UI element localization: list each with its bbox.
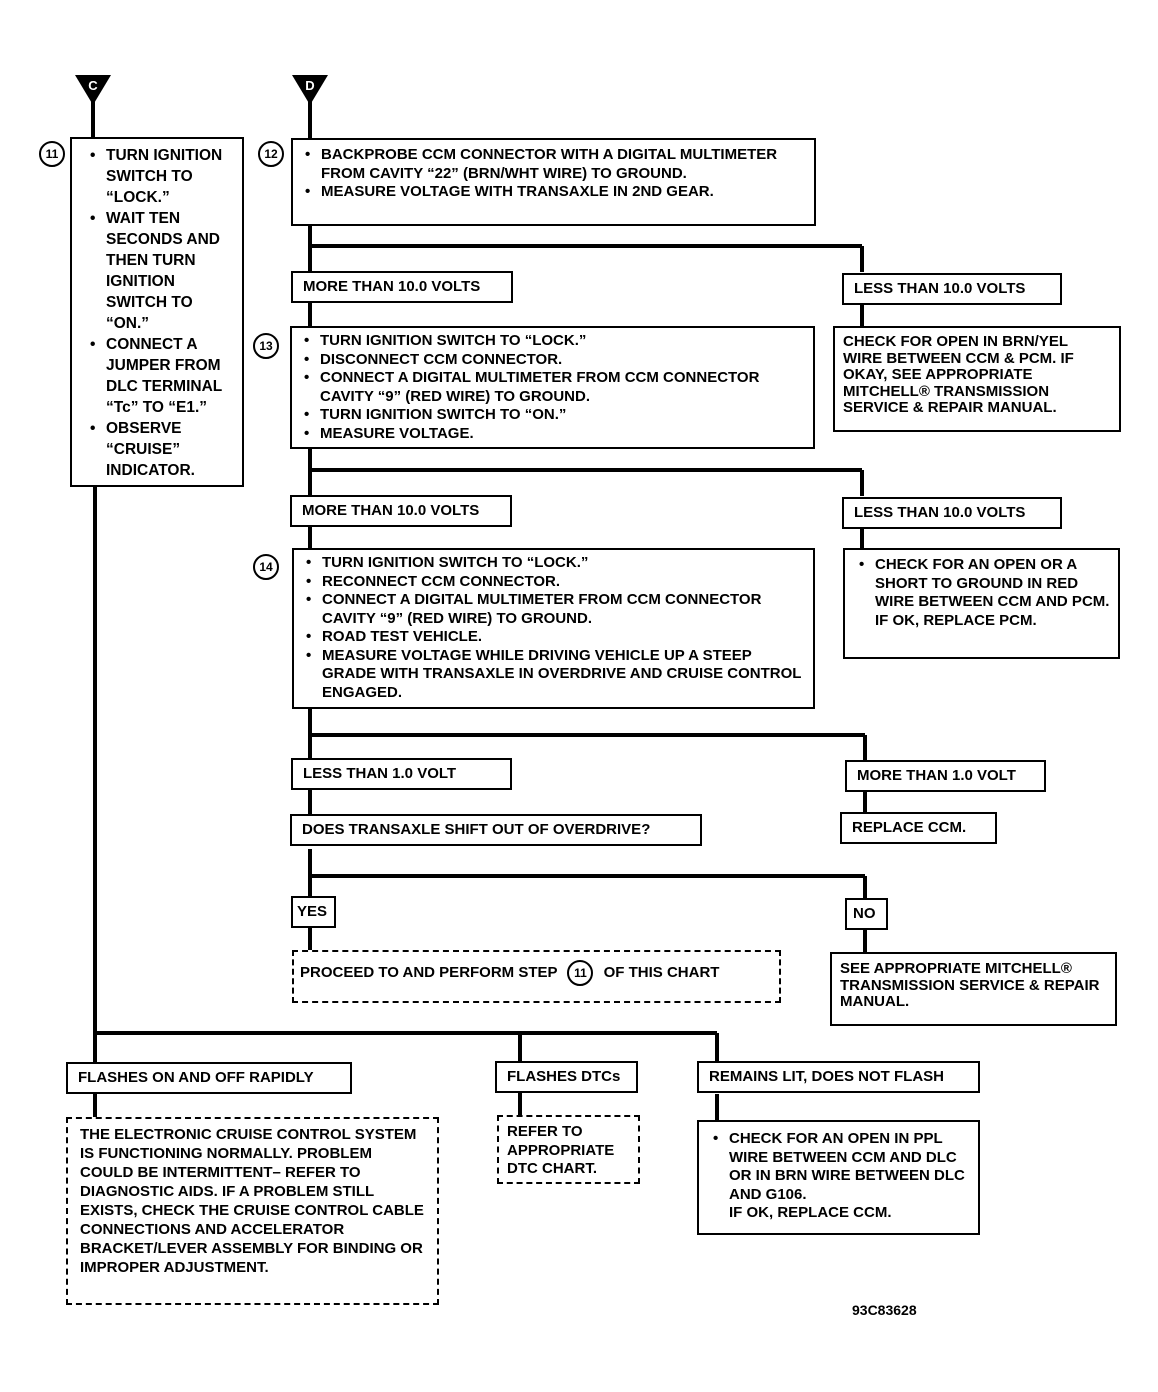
step-14-item: • TURN IGNITION SWITCH TO “LOCK.” <box>300 554 807 573</box>
step-13-box <box>290 326 815 449</box>
flashes-rapidly-label: FLASHES ON AND OFF RAPIDLY <box>66 1062 352 1094</box>
less-than-10-volts-label: LESS THAN 10.0 VOLTS <box>842 273 1062 305</box>
more-than-10-volts-label: MORE THAN 10.0 VOLTS <box>291 271 513 303</box>
step-13-item: • MEASURE VOLTAGE. <box>298 425 807 444</box>
step-12-number: 12 <box>258 141 284 167</box>
step-14-item: • MEASURE VOLTAGE WHILE DRIVING VEHICLE UP A STEEP GRADE WITH TRANSAXLE IN OVERDRIVE AND CRUISE CONTROL ENGAGED. <box>300 647 807 703</box>
step-11-number: 11 <box>39 141 65 167</box>
step-13-item: • TURN IGNITION SWITCH TO “LOCK.” <box>298 332 807 351</box>
proceed-line <box>300 960 773 986</box>
yes-label: YES <box>291 896 336 928</box>
step-11-item: • TURN IGNITION SWITCH TO “LOCK.” <box>84 145 236 208</box>
connector-c-label: C <box>88 78 98 93</box>
step-13-number: 13 <box>253 333 279 359</box>
step-11-box <box>70 137 244 487</box>
no-label: NO <box>845 898 888 930</box>
check-short-red-text: • CHECK FOR AN OPEN OR A SHORT TO GROUND IN RED WIRE BETWEEN CCM AND PCM. <box>853 556 1110 612</box>
connector-d-label: D <box>305 78 315 93</box>
proceed-step-number: 11 <box>567 960 593 986</box>
proceed-box <box>292 950 781 1003</box>
see-mitchell-box: SEE APPROPRIATE MITCHELL® TRANSMISSION SERVICE & REPAIR MANUAL. <box>830 952 1117 1026</box>
step-14-item: • ROAD TEST VEHICLE. <box>300 628 807 647</box>
figure-id: 93C83628 <box>852 1302 917 1318</box>
ecc-normal-box: THE ELECTRONIC CRUISE CONTROL SYSTEM IS FUNCTIONING NORMALLY. PROBLEM COULD BE INTERMITTENT– REFER TO DIAGNOSTIC AIDS. IF A PROBLEM STILL EXISTS, CHECK THE CRUISE CONTROL CABLE CONNECTIONS AND ACCELERATOR BRACKET/LEVER ASSEMBLY FOR BINDING OR IMPROPER ADJUSTMENT. <box>66 1117 439 1305</box>
step-12-item: • MEASURE VOLTAGE WITH TRANSAXLE IN 2ND GEAR. <box>299 183 808 202</box>
check-short-red-box <box>843 548 1120 659</box>
step-14-item: • RECONNECT CCM CONNECTOR. <box>300 573 807 592</box>
more-than-10-volts-label: MORE THAN 10.0 VOLTS <box>290 495 512 527</box>
step-14-box <box>292 548 815 709</box>
proceed-text-post: OF THIS CHART <box>603 963 720 981</box>
remains-lit-label: REMAINS LIT, DOES NOT FLASH <box>697 1061 980 1093</box>
refer-dtc-box: REFER TO APPROPRIATE DTC CHART. <box>497 1115 640 1184</box>
less-than-1-volt-label: LESS THAN 1.0 VOLT <box>291 758 512 790</box>
check-ppl-box <box>697 1120 980 1235</box>
check-short-red-ok: IF OK, REPLACE PCM. <box>875 611 1037 629</box>
step-11-item: • OBSERVE “CRUISE” INDICATOR. <box>84 418 236 481</box>
check-open-brn-yel-box: CHECK FOR OPEN IN BRN/YEL WIRE BETWEEN CCM & PCM. IF OKAY, SEE APPROPRIATE MITCHELL® TRANSMISSION SERVICE & REPAIR MANUAL. <box>833 326 1121 432</box>
step-13-item: • CONNECT A DIGITAL MULTIMETER FROM CCM CONNECTOR CAVITY “9” (RED WIRE) TO GROUND. <box>298 369 807 406</box>
check-ppl-text: • CHECK FOR AN OPEN IN PPL WIRE BETWEEN CCM AND DLC OR IN BRN WIRE BETWEEN DLC AND G106. <box>707 1130 970 1204</box>
step-12-box <box>291 138 816 226</box>
step-14-item: • CONNECT A DIGITAL MULTIMETER FROM CCM CONNECTOR CAVITY “9” (RED WIRE) TO GROUND. <box>300 591 807 628</box>
step-14-number: 14 <box>253 554 279 580</box>
proceed-text-pre: PROCEED TO AND PERFORM STEP <box>300 963 558 981</box>
step-13-item: • DISCONNECT CCM CONNECTOR. <box>298 351 807 370</box>
more-than-1-volt-label: MORE THAN 1.0 VOLT <box>845 760 1046 792</box>
step-11-item: • WAIT TEN SECONDS AND THEN TURN IGNITION SWITCH TO “ON.” <box>84 208 236 334</box>
step-13-item: • TURN IGNITION SWITCH TO “ON.” <box>298 406 807 425</box>
step-12-item: • BACKPROBE CCM CONNECTOR WITH A DIGITAL MULTIMETER FROM CAVITY “22” (BRN/WHT WIRE) TO GROUND. <box>299 146 808 183</box>
shift-question-label: DOES TRANSAXLE SHIFT OUT OF OVERDRIVE? <box>290 814 702 846</box>
check-ppl-ok: IF OK, REPLACE CCM. <box>729 1204 892 1221</box>
less-than-10-volts-label: LESS THAN 10.0 VOLTS <box>842 497 1062 529</box>
replace-ccm-label: REPLACE CCM. <box>840 812 997 844</box>
flashes-dtcs-label: FLASHES DTCs <box>495 1061 638 1093</box>
step-11-item: • CONNECT A JUMPER FROM DLC TERMINAL “Tc” TO “E1.” <box>84 334 236 418</box>
